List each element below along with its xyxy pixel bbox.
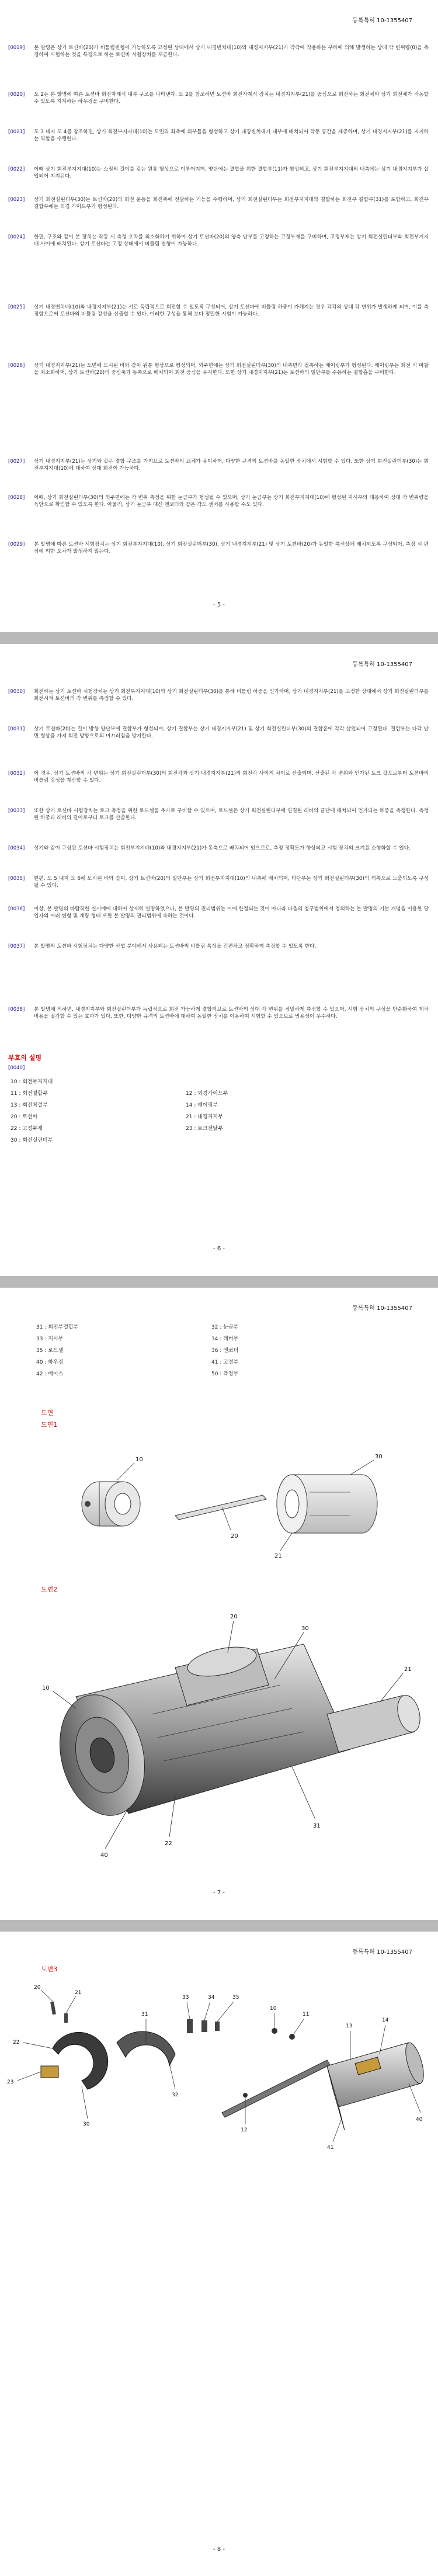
paragraph-text: 이 경우, 상기 토션바의 각 변위는 상기 회전실린더부(30)의 회전각과 상기 내경지지부(21)의 회전각 사이의 차이로 산출되며, 산출된 각 변위와 인가된 토크 값으로부터 토션바의 비틀림 강성을 계산할 수 있다. [34, 771, 429, 784]
patent-number: 등록특허 10-1355407 [352, 18, 412, 24]
paragraph-text: 상기 토션바(20)는 길이 방향 양단부에 결합부가 형성되며, 상기 결합부는 상기 내경지지부(21) 및 상기 회전실린더부(30)의 결합홈에 각각 삽입되어 고정된다. 결합부는 다각 단면 형상을 가져 회전 방향으로의 미끄러짐을 방지한다. [34, 726, 429, 740]
symbol-entry: 12 : 외경가이드부 [186, 1091, 228, 1097]
paragraph-text: 또한 상기 토션바 시험장치는 토크 측정을 위한 로드셀을 추가로 구비할 수 있으며, 로드셀은 상기 회전실린더부에 연결된 레버의 끝단에 배치되어 인가되는 하중을 측정한다. 측정된 하중과 레버의 길이로부터 토크를 산출한다. [34, 808, 429, 821]
drawing-heading: 도면 [41, 1409, 54, 1417]
symbols-heading: 부호의 설명 [8, 1054, 41, 1062]
figure-label: 12 [241, 2127, 248, 2133]
paragraph [8, 688, 429, 703]
paragraph [8, 845, 429, 852]
symbol-entry: 22 : 고정부재 [11, 1126, 43, 1132]
figure-label: 35 [232, 1995, 239, 2001]
paragraph-number: [0036] [8, 906, 25, 912]
figure-label: 30 [301, 1625, 309, 1632]
figure-label: 40 [100, 1852, 108, 1859]
paragraph-text: 이때, 상기 회전실린더부(30)의 외주면에는 각 변위 측정을 위한 눈금부가 형성될 수 있으며, 상기 눈금부는 상기 회전부지지대(10)에 형성된 지시부와 대응하여 상대 각 변위량을 육안으로 확인할 수 있도록 한다. 아울러, 상기 눈금부 대신 엔코더와 같은 각도 센서를 사용할 수도 있다. [34, 495, 429, 508]
figure-label: 31 [141, 2012, 148, 2017]
figure-label: 10 [270, 2006, 277, 2012]
paragraph [8, 362, 429, 377]
paragraph-text: 한편, 구조와 같이 본 장치는 작동 시 측정 오차를 최소화하기 위하여 상기 토션바(20)의 양측 단부를 고정하는 고정부재를 구비하며, 고정부재는 상기 회전실린더부와 회전부지지대 사이에 배치된다. 상기 토션바는 고정 상태에서 비틀림 변형이 가능하다. [34, 234, 429, 248]
symbol-entry: 20 : 토션바 [11, 1114, 38, 1120]
patent-number: 등록특허 10-1355407 [352, 661, 412, 668]
symbol-entry: 11 : 회전결합부 [11, 1091, 48, 1097]
paragraph [8, 166, 429, 181]
paragraph-number: [0025] [8, 304, 25, 310]
page-footer: - 5 - [213, 602, 225, 608]
paragraph-text: 본 발명에 의하면, 내경지지부와 회전실린더부가 독립적으로 회전 가능하게 결합되므로 토션바의 상대 각 변위를 정밀하게 측정할 수 있으며, 시험 장치의 구성을 단순화하여 제작 비용을 절감할 수 있는 효과가 있다. 또한, 다양한 규격의 토션바에 대하여 동일한 장치를 이용하여 시험할 수 있으므로 범용성이 우수하다. [34, 1007, 429, 1020]
figure-label: 11 [303, 2012, 310, 2017]
figure-label: 41 [327, 2145, 334, 2151]
paragraph-text: 도 2는 본 발명에 따른 토션바 회전자계식 내부 구조를 나타낸다. 도 2를 참조하면 토션바 회전자계식 장치는 내경지지부(21)를 중심으로 회전하는 회전체와 상기 회전체가 작동할 수 있도록 지지하는 하우징을 구비한다. [34, 92, 429, 105]
figure-1-title: 도면1 [41, 1421, 58, 1429]
document-page-5 [0, 0, 438, 632]
paragraph [8, 494, 429, 509]
paragraph-number: [0021] [8, 129, 25, 135]
symbol-entry: 35 : 로드셀 [36, 1348, 64, 1354]
paragraph-number: [0040] [8, 1065, 25, 1071]
paragraph-text: 상기와 같이 구성된 토션바 시험장치는 회전부지지대(10)와 내경지지부(21)가 동축으로 배치되어 있으므로, 측정 정확도가 향상되고 시험 장치의 크기를 소형화할 수 있다. [34, 845, 411, 851]
figure-label: 22 [165, 1840, 172, 1847]
paragraph-text: 본 발명은 상기 토션바(20)가 비틀림변형이 가능하도록 고정된 상태에서 상기 내경변치대(10)와 내경지지부(21)가 각각에 작용하는 부하에 의해 발생하는 상대 각 변위량(θ)을 측정하여 시험하는 것을 특징으로 하는 토션바 시험장치를 제공한다. [34, 45, 429, 58]
part-torsion-bar [175, 1495, 266, 1520]
page-footer: - 6 - [213, 1246, 225, 1252]
paragraph-text: 상기 내경변치대(10)와 내경지지부(21)는 서로 독립적으로 회전할 수 있도록 구성되어, 상기 토션바에 비틀림 하중이 가해지는 경우 각각의 상대 각 변위가 발생하게 되며, 이를 측정함으로써 토션바의 비틀림 강성을 산출할 수 있다. 이러한 구성을 통해 보다 정밀한 시험이 가능하다. [34, 304, 429, 318]
figure-2-drawing [0, 1597, 438, 1878]
figure-label: 33 [182, 1995, 189, 2001]
symbol-entry: 14 : 베어링부 [186, 1102, 218, 1108]
symbol-entry: 41 : 고정부 [211, 1360, 239, 1365]
reference-symbol-list [11, 1077, 338, 1143]
figure-label: 40 [416, 2117, 423, 2123]
reference-symbol-list [36, 1323, 363, 1377]
paragraph-text: 이때 상기 회전부지지대(10)는 소정의 길이를 갖는 원통 형상으로 이루어지며, 양단에는 결합을 위한 결합부(11)가 형성되고, 상기 회전부지지대의 내측에는 상기 내경지지부가 삽입되어 지지된다. [34, 167, 429, 180]
paragraph [8, 1006, 429, 1021]
paragraph-number: [0037] [8, 944, 25, 949]
paragraph-text: 상기 내경지지부(21)는 도면에 도시된 바와 같이 원통 형상으로 형성되며, 외주면에는 상기 회전실린더부(30)의 내측면과 접촉하는 베어링부가 형성된다. 베어링부는 회전 시 마찰을 최소화하며, 상기 토션바(20)의 중심축과 동축으로 배치되어 회전 중심을 유지한다. 또한 상기 내경지지부(21)는 토션바의 일단부를 수용하는 결합홈을 구비한다. [34, 363, 429, 376]
symbol-entry: 40 : 하우징 [36, 1360, 64, 1365]
figure-3-drawing [0, 1978, 438, 2154]
paragraph-text: 상기 내경지지부(21)는 상기와 같은 결합 구조를 가지므로 토션바의 교체가 용이하며, 다양한 규격의 토션바를 동일한 장치에서 시험할 수 있다. 또한 상기 회전실린더부(30)는 회전부지지대(10)에 대하여 상대 회전이 가능하다. [34, 459, 429, 472]
figure-label: 14 [382, 2017, 389, 2023]
figure-label: 20 [231, 1533, 238, 1540]
figure-label: 21 [274, 1553, 282, 1559]
symbol-entry: 13 : 회전체결부 [11, 1102, 48, 1108]
paragraph-number: [0019] [8, 45, 25, 51]
paragraph-number: [0022] [8, 167, 25, 172]
figure-label: 20 [34, 1985, 41, 1991]
paragraph [8, 541, 429, 556]
symbol-entry [186, 1077, 338, 1085]
paragraph [8, 129, 429, 143]
document-page-6 [0, 644, 438, 1276]
paragraph-text: 상기 회전실린더부(30)는 토션바(20)의 회전 운동을 회전축에 전달하는 기능을 수행하며, 상기 회전실린더부는 회전부지지대와 결합하는 회전부 결합부(31)를 포함하고, 회전부 결합부에는 외경 가이드부가 형성된다. [34, 197, 429, 210]
part-rotating-cylinder [277, 1475, 377, 1533]
paragraph-number: [0029] [8, 542, 25, 547]
paragraph-number: [0031] [8, 726, 25, 732]
symbol-entry: 30 : 회전실린더부 [11, 1138, 53, 1143]
page-footer: - 8 - [213, 2546, 225, 2553]
paragraph-text: 이상, 본 발명의 바람직한 실시예에 대하여 상세히 설명하였으나, 본 발명의 권리범위는 이에 한정되는 것이 아니라 다음의 청구범위에서 정의하는 본 발명의 기본 개념을 이용한 당업자의 여러 변형 및 개량 형태 또한 본 발명의 권리범위에 속하는 것이다. [34, 906, 429, 920]
paragraph-text: 회전하는 상기 토션바 시험장치는 상기 회전부지지대(10)와 상기 회전실린더부(30)를 통해 비틀림 하중을 인가하며, 상기 내경지지부(21)를 고정한 상태에서 상기 회전실린더부를 회전시켜 토션바의 각 변위를 측정할 수 있다. [34, 689, 429, 702]
paragraph [8, 807, 429, 822]
figure-2-title: 도면2 [41, 1586, 58, 1593]
figure-label: 23 [7, 2079, 14, 2085]
paragraph-number: [0023] [8, 197, 25, 203]
paragraph-text: 본 발명의 토션바 시험장치는 다양한 산업 분야에서 사용되는 토션바의 비틀림 특성을 간편하고 정확하게 측정할 수 있도록 한다. [34, 944, 317, 949]
paragraph-number: [0034] [8, 845, 25, 851]
figure-label: 21 [75, 1990, 82, 1996]
document-page-8 [0, 1932, 438, 2576]
symbol-entry: 23 : 토크전달부 [186, 1126, 223, 1132]
figure-label: 10 [135, 1457, 143, 1463]
paragraph [8, 196, 429, 211]
figure-label: 32 [172, 2092, 179, 2098]
symbol-entry: 21 : 내경지지부 [186, 1114, 223, 1120]
figure-label: 31 [313, 1823, 321, 1829]
figure-3-title: 도면3 [41, 1965, 58, 1973]
paragraph-number: [0026] [8, 363, 25, 369]
paragraph-number: [0038] [8, 1007, 25, 1013]
assembled-test-device [48, 1642, 424, 1825]
figure-label: 34 [208, 1995, 215, 2001]
symbol-entry: 34 : 레버부 [211, 1336, 239, 1342]
patent-number: 등록특허 10-1355407 [352, 1305, 412, 1312]
document-page-7 [0, 1288, 438, 1920]
paragraph [8, 304, 429, 318]
paragraph [8, 906, 429, 920]
paragraph-text: 도 3 내지 도 4를 참조하면, 상기 회전부지지대(10)는 도면의 좌측에 외부틀을 형성하고 상기 내경변치대가 내부에 배치되어 작동 공간을 제공하며, 상기 내경지지부(21)를 지지하는 역할을 수행한다. [34, 129, 429, 143]
symbol-entry [186, 1136, 338, 1143]
figure-label: 10 [42, 1685, 50, 1691]
figure-1-drawing [0, 1434, 438, 1574]
symbol-entry: 42 : 베이스 [36, 1371, 64, 1377]
paragraph [8, 91, 429, 106]
paragraph [8, 943, 429, 950]
paragraph [8, 458, 429, 473]
figure-label: 30 [83, 2121, 90, 2127]
paragraph-number: [0027] [8, 459, 25, 464]
paragraph [8, 770, 429, 785]
page-footer: - 7 - [213, 1889, 225, 1896]
paragraph [8, 875, 429, 890]
symbol-entry: 31 : 회전부결합부 [36, 1325, 79, 1330]
figure-label: 21 [404, 1666, 412, 1673]
exploded-parts [41, 2002, 427, 2130]
paragraph [8, 234, 429, 248]
symbol-entry: 33 : 지시부 [36, 1336, 64, 1342]
paragraph-number: [0032] [8, 771, 25, 776]
figure-label: 20 [230, 1614, 238, 1620]
figure-label: 30 [375, 1454, 383, 1460]
figure-label: 22 [13, 2040, 20, 2045]
symbol-entry: 10 : 회전부지지대 [11, 1079, 53, 1085]
paragraph-number: [0024] [8, 234, 25, 240]
symbol-entry: 50 : 측정부 [211, 1371, 239, 1377]
paragraph-number: [0020] [8, 92, 25, 98]
symbol-entry: 36 : 엔코더 [211, 1348, 239, 1354]
paragraph-text: 한편, 도 5 내지 도 6에 도시된 바와 같이, 상기 토션바(20)의 일단부는 상기 회전부지지대(10)의 내측에 배치되며, 타단부는 상기 회전실린더부(30)의 외측으로 노출되도록 구성될 수 있다. [34, 876, 429, 889]
paragraph-number: [0028] [8, 495, 25, 501]
paragraph-number: [0030] [8, 689, 25, 695]
paragraph-text: 본 발명에 따른 토션바 시험장치는 상기 회전부지지대(10), 상기 회전실린더부(30), 상기 내경지지부(21) 및 상기 토션바(20)가 동일한 축선상에 배치되도록 구성되어, 측정 시 편심에 의한 오차가 발생하지 않는다. [34, 542, 429, 555]
figure-label: 13 [346, 2023, 353, 2029]
symbol-entry: 32 : 눈금부 [211, 1325, 239, 1330]
paragraph [8, 44, 429, 59]
paragraph-number: [0035] [8, 876, 25, 882]
paragraph [8, 726, 429, 740]
patent-number: 등록특허 10-1355407 [352, 1949, 412, 1956]
paragraph-number: [0033] [8, 808, 25, 814]
part-rotating-support [82, 1482, 140, 1526]
